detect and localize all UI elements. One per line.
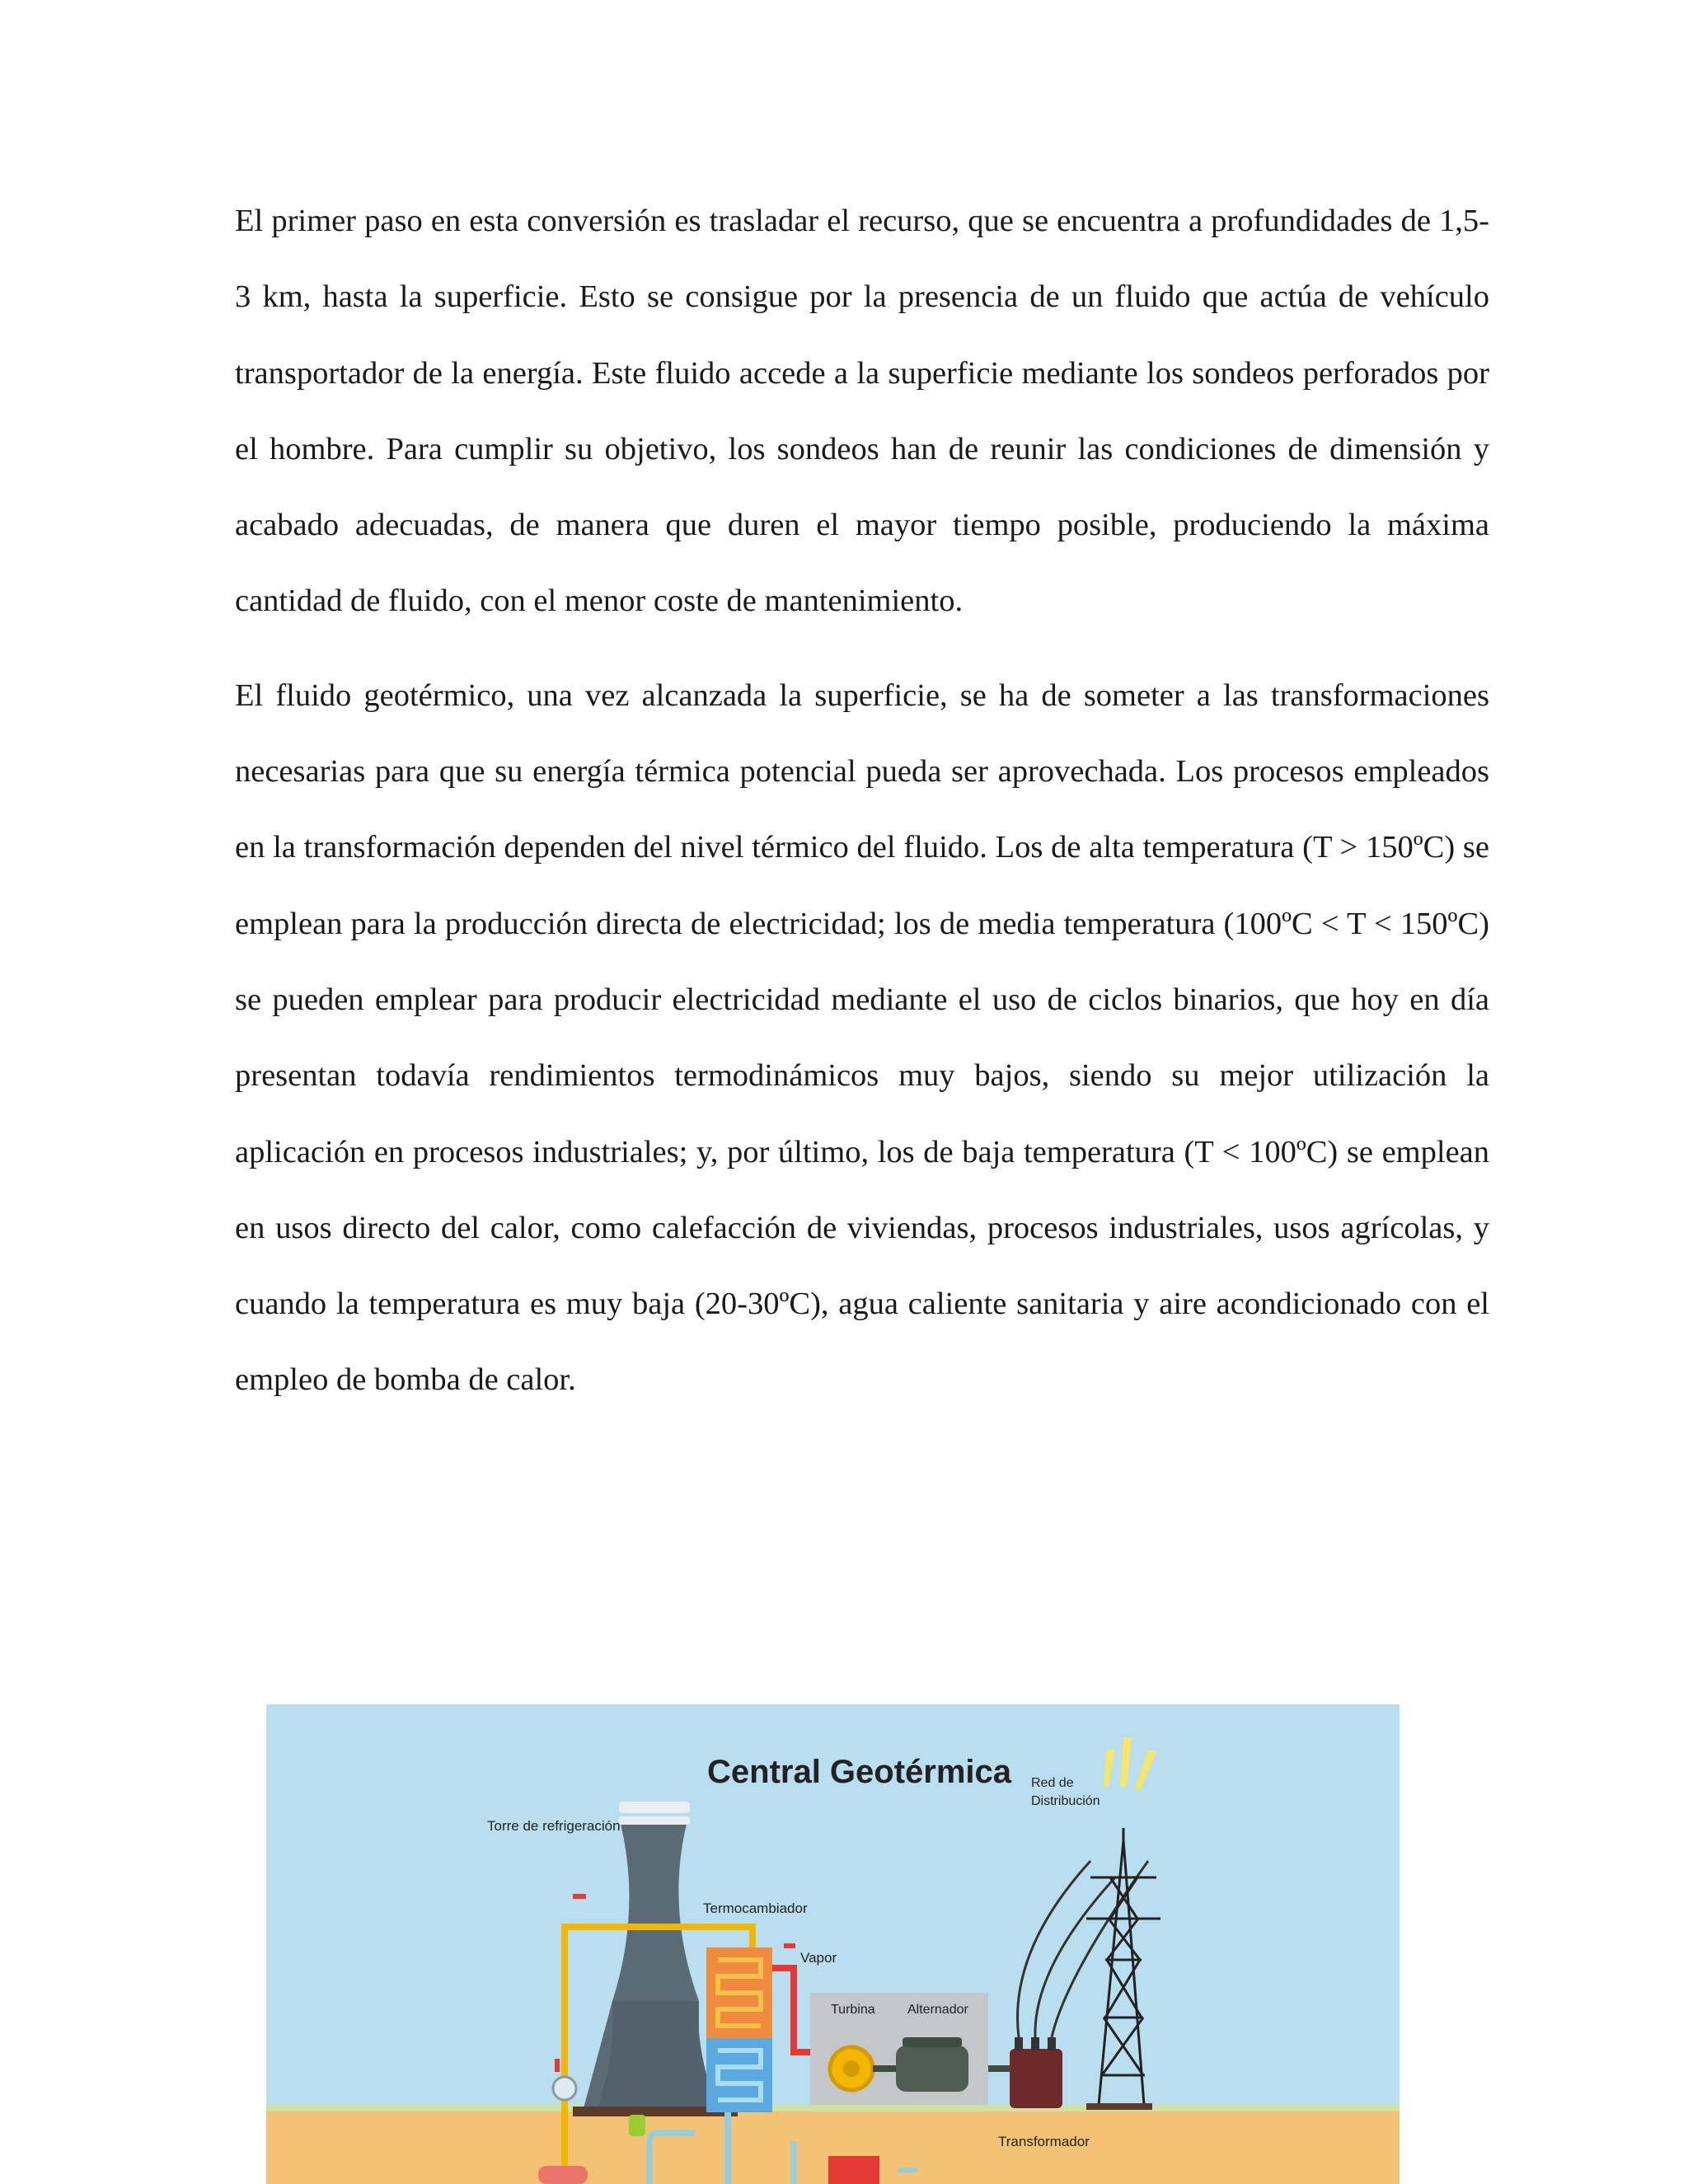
label-grid-line2: Distribución bbox=[1031, 1794, 1100, 1808]
flow-arrow bbox=[555, 2059, 560, 2072]
body-text bbox=[235, 183, 1489, 1418]
label-transformer: Transformador bbox=[998, 2134, 1090, 2149]
heat-exchanger bbox=[706, 1947, 772, 2112]
paragraph-1: El primer paso en esta conversión es trasladar el recurso, que se encuentra a profundidades de 1,5-3 km, hasta la superficie. Esto se consigue por la presencia de un fluido que actúa de vehículo transportador de la energía. Este fluido accede a la superficie mediante los sondeos perforados por el hombre. Para cumplir su objetivo, los sondeos han de reunir las condiciones de dimensión y acabado adecuadas, de manera que duren el mayor tiempo posible, produciendo la máxima cantidad de fluido, con el menor coste de mantenimiento. bbox=[235, 204, 1489, 619]
label-steam: Vapor bbox=[800, 1950, 837, 1966]
flow-arrow bbox=[573, 1894, 586, 1899]
transformer bbox=[1010, 2037, 1062, 2108]
underground-reservoir bbox=[538, 2166, 588, 2184]
valve-icon bbox=[629, 2115, 645, 2136]
label-grid-line1: Red de bbox=[1031, 1776, 1074, 1790]
geothermal-plant-figure bbox=[266, 1704, 1400, 2184]
label-turbine: Turbina bbox=[831, 2003, 875, 2017]
flow-arrow bbox=[898, 2168, 917, 2172]
well-head bbox=[828, 2156, 879, 2184]
figure-title: Central Geotérmica bbox=[707, 1754, 1012, 1790]
label-cooling-tower: Torre de refrigeración bbox=[487, 1818, 621, 1834]
label-heat-exchanger: Termocambiador bbox=[703, 1900, 808, 1916]
paragraph-2: El fluido geotérmico, una vez alcanzada la superficie, se ha de someter a las transformaciones necesarias para que su energía térmica potencial pueda ser aprovechada. Los procesos empleados en la transformación dependen del nivel térmico del fluido. Los de alta temperatura (T > 150ºC) se emplean para la producción directa de electricidad; los de media temperatura (100ºC < T < 150ºC) se pueden emplear para producir electricidad mediante el uso de ciclos binarios, que hoy en día presentan todavía rendimientos termodinámicos muy bajos, siendo su mejor utilización la aplicación en procesos industriales; y, por último, los de baja temperatura (T < 100ºC) se emplean en usos directo del calor, como calefacción de viviendas, procesos industriales, usos agrícolas, y cuando la temperatura es muy baja (20-30ºC), agua caliente sanitaria y aire acondicionado con el empleo de bomba de calor. bbox=[235, 677, 1489, 1398]
horizon-line bbox=[266, 2105, 1400, 2111]
geothermal-plant-diagram bbox=[266, 1704, 1400, 2184]
tower-base bbox=[1086, 2103, 1152, 2110]
flow-arrow bbox=[784, 1943, 795, 1948]
label-alternator: Alternador bbox=[907, 2003, 968, 2017]
pump-icon bbox=[553, 2077, 576, 2100]
